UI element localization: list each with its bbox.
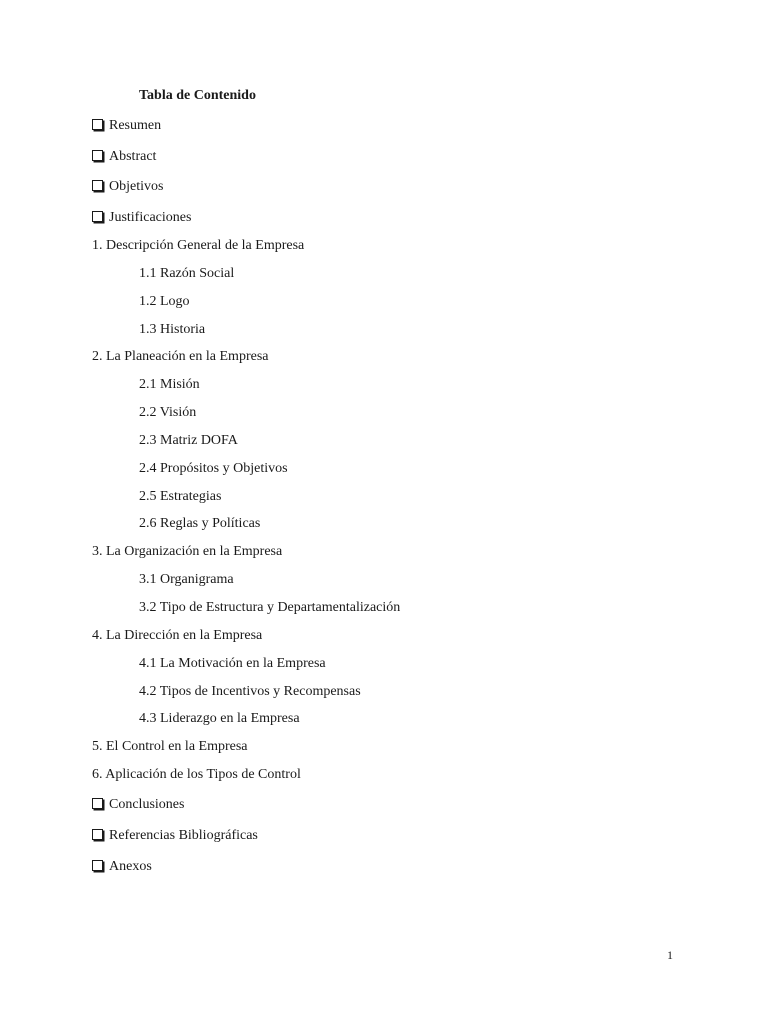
toc-entry-resumen [92, 117, 161, 135]
toc-entry-label: Conclusiones [109, 797, 185, 812]
toc-entry-subsection: 2.6 Reglas y Políticas [139, 516, 261, 531]
toc-entry-subsection: 2.4 Propósitos y Objetivos [139, 461, 288, 476]
toc-entry-section-2: 2. La Planeación en la Empresa [92, 349, 269, 364]
page-number: 1 [667, 948, 673, 962]
toc-entry-subsection: 1.2 Logo [139, 294, 190, 309]
checkbox-bullet-icon [92, 860, 103, 871]
toc-entry-subsection: 2.5 Estrategias [139, 489, 222, 504]
checkbox-bullet-icon [92, 119, 103, 130]
toc-entry-subsection: 4.2 Tipos de Incentivos y Recompensas [139, 684, 361, 699]
toc-entry-section-4: 4. La Dirección en la Empresa [92, 628, 263, 643]
toc-entry-section-1: 1. Descripción General de la Empresa [92, 238, 305, 253]
toc-entry-label: Abstract [109, 149, 157, 164]
toc-entry-section-6: 6. Aplicación de los Tipos de Control [92, 767, 301, 782]
toc-entry-subsection: 3.1 Organigrama [139, 572, 234, 587]
toc-entry-subsection: 4.1 La Motivación en la Empresa [139, 656, 326, 671]
checkbox-bullet-icon [92, 180, 103, 191]
toc-entry-label: Objetivos [109, 179, 164, 194]
toc-entry-subsection: 2.2 Visión [139, 405, 197, 420]
toc-entry-conclusiones [92, 796, 184, 814]
toc-entry-subsection: 2.3 Matriz DOFA [139, 433, 238, 448]
toc-entry-objetivos [92, 178, 163, 196]
toc-entry-subsection: 2.1 Misión [139, 377, 200, 392]
toc-entry-subsection: 1.1 Razón Social [139, 266, 235, 281]
toc-entry-label: Resumen [109, 118, 162, 133]
toc-entry-anexos [92, 858, 152, 876]
checkbox-bullet-icon [92, 829, 103, 840]
checkbox-bullet-icon [92, 798, 103, 809]
toc-entry-justificaciones [92, 209, 191, 227]
toc-entry-label: Anexos [109, 859, 152, 874]
checkbox-bullet-icon [92, 211, 103, 222]
toc-entry-referencias [92, 827, 258, 845]
toc-entry-subsection: 4.3 Liderazgo en la Empresa [139, 711, 300, 726]
toc-entry-section-5: 5. El Control en la Empresa [92, 739, 248, 754]
checkbox-bullet-icon [92, 150, 103, 161]
toc-title: Tabla de Contenido [139, 88, 256, 103]
toc-entry-label: Justificaciones [109, 210, 192, 225]
toc-entry-label: Referencias Bibliográficas [109, 828, 258, 843]
toc-entry-subsection: 1.3 Historia [139, 322, 206, 337]
toc-entry-abstract [92, 148, 156, 166]
toc-entry-section-3: 3. La Organización en la Empresa [92, 544, 283, 559]
toc-entry-subsection: 3.2 Tipo de Estructura y Departamentalización [139, 600, 401, 615]
